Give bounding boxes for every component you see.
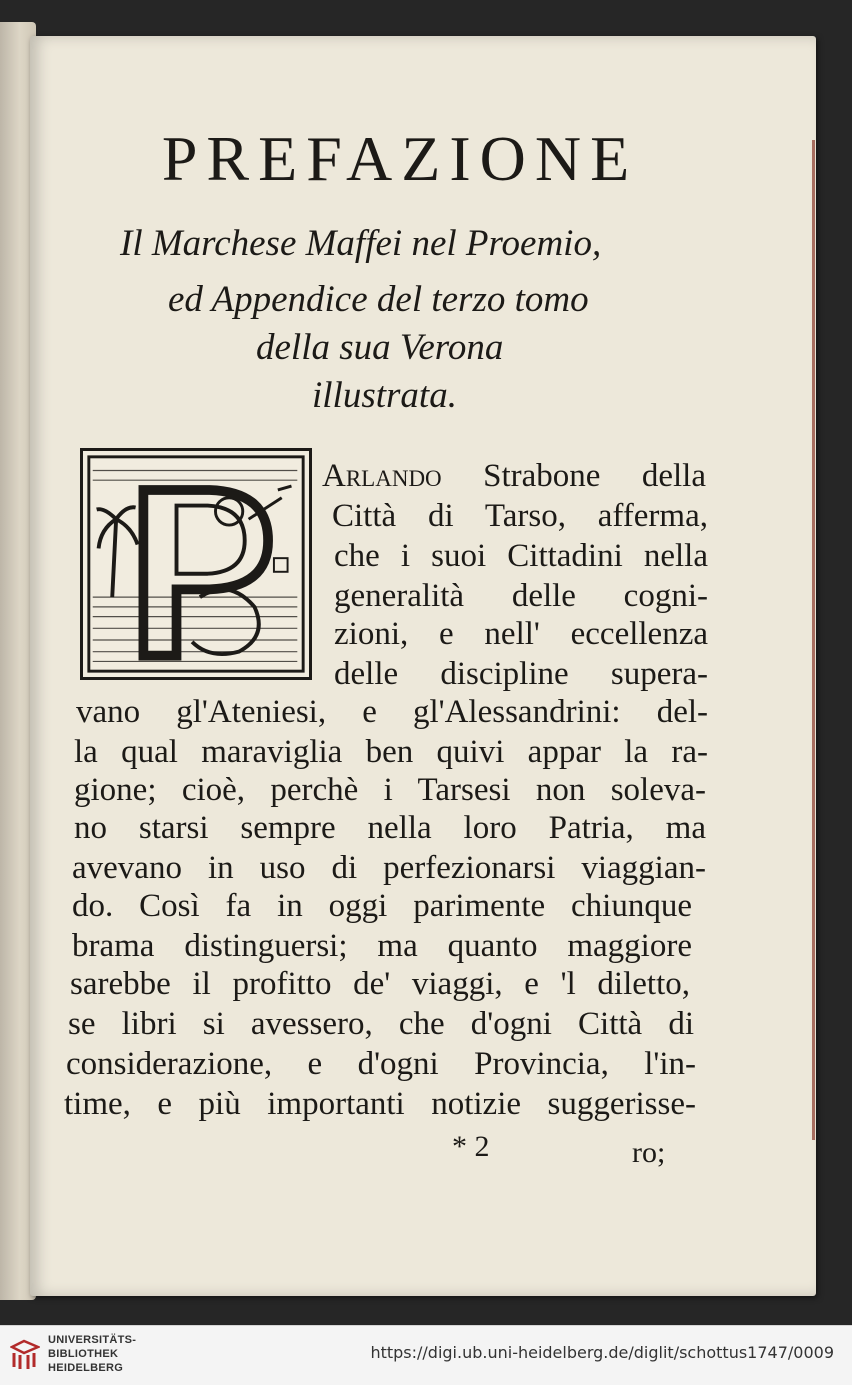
signature-mark: * 2 [452, 1130, 490, 1163]
text-line-3: che i suoi Cittadini nella [334, 538, 708, 574]
subtitle-line-3: della sua Verona [256, 327, 504, 368]
text-line-2: Città di Tarso, afferma, [332, 498, 708, 534]
text-line-9: gione; cioè, perchè i Tarsesi non soleva- [74, 772, 706, 808]
logo-text-line-3: HEIDELBERG [48, 1362, 124, 1374]
text-line-17: time, e più importanti notizie suggerisse- [64, 1086, 696, 1122]
permalink-url[interactable]: https://digi.ub.uni-heidelberg.de/diglit/schottus1747/0009 [370, 1343, 834, 1362]
text-line-1 [322, 458, 706, 495]
text-line-16: considerazione, e d'ogni Provincia, l'in- [66, 1046, 696, 1082]
text-line-14: sarebbe il profitto de' viaggi, e 'l diletto, [70, 966, 690, 1002]
text-line-11: avevano in uso di perfezionarsi viaggian- [72, 850, 706, 886]
logo-text-line-2: BIBLIOTHEK [48, 1348, 119, 1360]
text-line-8: la qual maraviglia ben quivi appar la ra- [74, 734, 708, 770]
text-line-1-rest: Strabone della [441, 458, 706, 494]
subtitle-line-1: Il Marchese Maffei nel Proemio, [120, 223, 602, 264]
subtitle-line-4: illustrata. [312, 375, 457, 416]
catchword: ro; [632, 1136, 666, 1169]
woodcut-initial-p [80, 448, 312, 680]
text-line-13: brama distinguersi; ma quanto maggiore [72, 928, 692, 964]
text-line-15: se libri si avessero, che d'ogni Città di [68, 1006, 694, 1042]
woodcut-initial-p-icon [83, 451, 309, 677]
viewer-footer [0, 1325, 852, 1385]
library-logo-icon [10, 1339, 40, 1371]
subtitle-line-2: ed Appendice del terzo tomo [168, 279, 589, 320]
text-line-10: no starsi sempre nella loro Patria, ma [74, 810, 706, 846]
drop-cap-word: Arlando [322, 458, 442, 494]
text-line-12: do. Così fa in oggi parimente chiunque [72, 888, 692, 924]
page-heading: PREFAZIONE [161, 123, 639, 194]
text-line-5: zioni, e nell' eccellenza [334, 616, 708, 652]
text-line-4: generalità delle cogni- [334, 578, 708, 614]
page-edge [812, 140, 815, 1140]
text-line-7: vano gl'Ateniesi, e gl'Alessandrini: del- [76, 694, 708, 730]
text-line-6: delle discipline supera- [334, 656, 708, 692]
logo-text-line-1: UNIVERSITÄTS- [48, 1334, 137, 1346]
